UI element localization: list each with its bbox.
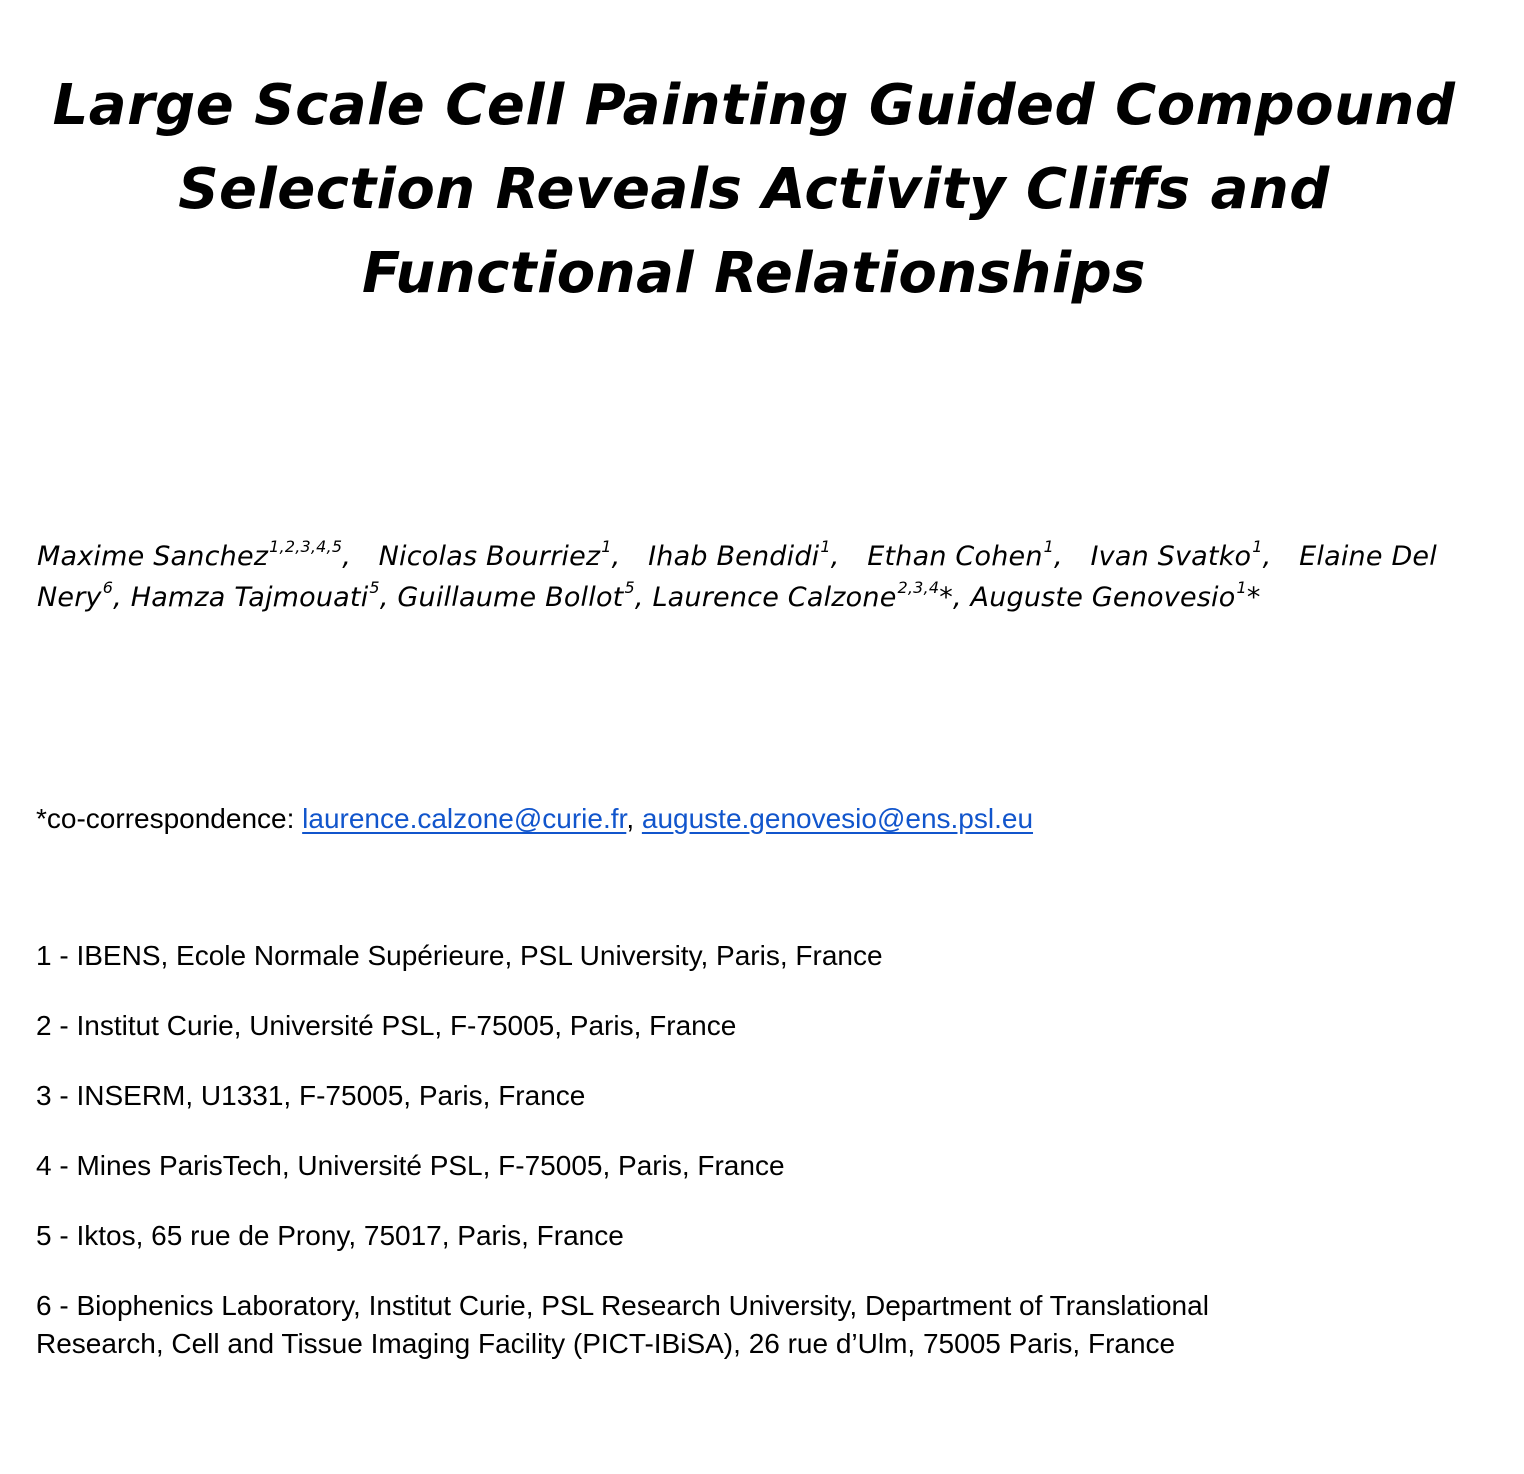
author-affiliation-marker: 5 bbox=[369, 578, 380, 597]
author-name: Ihab Bendidi bbox=[648, 541, 820, 572]
affiliation-item: 2 - Institut Curie, Université PSL, F-75005, Paris, France bbox=[36, 1010, 737, 1041]
affiliation-number: 2 bbox=[36, 1010, 52, 1041]
affiliation-item: 3 - INSERM, U1331, F-75005, Paris, France bbox=[36, 1080, 586, 1111]
author: Nicolas Bourriez$^1$, bbox=[378, 537, 621, 572]
email-separator: , bbox=[626, 803, 642, 834]
author: Nery$^6$, bbox=[37, 578, 122, 613]
author-name: Laurence Calzone bbox=[652, 582, 897, 613]
author-name: Hamza Tajmouati bbox=[130, 582, 369, 613]
author-name: Ivan Svatko bbox=[1090, 541, 1252, 572]
author-affiliation-marker: 1 bbox=[1236, 578, 1247, 597]
author: Ivan Svatko$^1$, bbox=[1090, 537, 1272, 572]
affiliation-item: 1 - IBENS, Ecole Normale Supérieure, PSL University, Paris, France bbox=[36, 940, 883, 971]
correspondence-label: *co-correspondence: bbox=[36, 803, 303, 834]
author: Ihab Bendidi$^1$, bbox=[648, 537, 840, 572]
author-name: Maxime Sanchez bbox=[37, 541, 269, 572]
affiliation-text: IBENS, Ecole Normale Supérieure, PSL University, Paris, France bbox=[76, 940, 883, 971]
author-affiliation-marker: 5 bbox=[624, 578, 635, 597]
author bbox=[1299, 536, 1437, 577]
author-affiliation-marker: 1 bbox=[820, 537, 831, 556]
affiliation-item: 6 - Biophenics Laboratory, Institut Curie, PSL Research University, Department of Translational Research, Cell and Tissue Imaging Facility (PICT-IBiSA), 26 rue d’Ulm, 75005 Paris, France bbox=[36, 1290, 1209, 1359]
author-line bbox=[37, 577, 1437, 618]
author-affiliation-marker: 1 bbox=[601, 537, 612, 556]
author-name: Nicolas Bourriez bbox=[378, 541, 601, 572]
author-name: Guillaume Bollot bbox=[397, 582, 624, 613]
title-line: Selection Reveals Activity Cliffs and bbox=[178, 157, 1330, 222]
paper-title bbox=[40, 64, 1468, 316]
affiliation-number: 5 bbox=[36, 1220, 52, 1251]
author-line bbox=[37, 536, 1437, 577]
author-name: Auguste Genovesio bbox=[970, 582, 1236, 613]
affiliation-list bbox=[36, 937, 1476, 1395]
author bbox=[970, 578, 1261, 613]
author: Ethan Cohen$^1$, bbox=[867, 537, 1063, 572]
affiliation-number: 4 bbox=[36, 1150, 52, 1181]
email-link-calzone[interactable]: laurence.calzone@curie.fr bbox=[302, 803, 627, 834]
affiliation-text: Iktos, 65 rue de Prony, 75017, Paris, France bbox=[76, 1220, 624, 1251]
author-name: Nery bbox=[37, 582, 102, 613]
author: Hamza Tajmouati$^5$, bbox=[130, 578, 389, 613]
author-affiliation-marker: 6 bbox=[102, 578, 114, 597]
affiliation-text: Mines ParisTech, Université PSL, F-75005, Paris, France bbox=[76, 1150, 785, 1181]
correspondence-line bbox=[36, 799, 1033, 839]
affiliation-item: 5 - Iktos, 65 rue de Prony, 75017, Paris, France bbox=[36, 1220, 624, 1251]
author: Maxime Sanchez$^{1,2,3,4,5}$, bbox=[37, 537, 351, 572]
affiliation-number: 3 bbox=[36, 1080, 52, 1111]
author-affiliation-marker: 2,3,4 bbox=[897, 578, 940, 597]
author-name: Ethan Cohen bbox=[867, 541, 1043, 572]
affiliation-text: INSERM, U1331, F-75005, Paris, France bbox=[76, 1080, 586, 1111]
author-affiliation-marker: 1 bbox=[1043, 537, 1055, 556]
author-list bbox=[37, 536, 1437, 618]
affiliation-item: 4 - Mines ParisTech, Université PSL, F-75005, Paris, France bbox=[36, 1150, 785, 1181]
author: Laurence Calzone$^{2,3,4}$*, bbox=[652, 578, 962, 613]
author: Guillaume Bollot$^5$, bbox=[397, 578, 644, 613]
title-line: Large Scale Cell Painting Guided Compound bbox=[52, 73, 1456, 138]
email-link-genovesio[interactable]: auguste.genovesio@ens.psl.eu bbox=[641, 803, 1034, 834]
affiliation-text: Institut Curie, Université PSL, F-75005, Paris, France bbox=[76, 1010, 737, 1041]
author-affiliation-marker: 1 bbox=[1252, 537, 1263, 556]
author-affiliation-marker: 1,2,3,4,5 bbox=[269, 537, 343, 556]
corresponding-author-marker: * bbox=[939, 582, 953, 613]
author-name: Elaine Del bbox=[1299, 541, 1437, 572]
affiliation-text: Biophenics Laboratory, Institut Curie, PSL Research University, Department of Translational Research, Cell and Tissue Imaging Facility (PICT-IBiSA), 26 rue d’Ulm, 75005 Paris, France bbox=[36, 1290, 1209, 1359]
affiliation-number: 6 bbox=[36, 1290, 52, 1321]
affiliation-number: 1 bbox=[36, 940, 52, 971]
title-line: Functional Relationships bbox=[361, 241, 1147, 306]
corresponding-author-marker: * bbox=[1246, 582, 1261, 613]
